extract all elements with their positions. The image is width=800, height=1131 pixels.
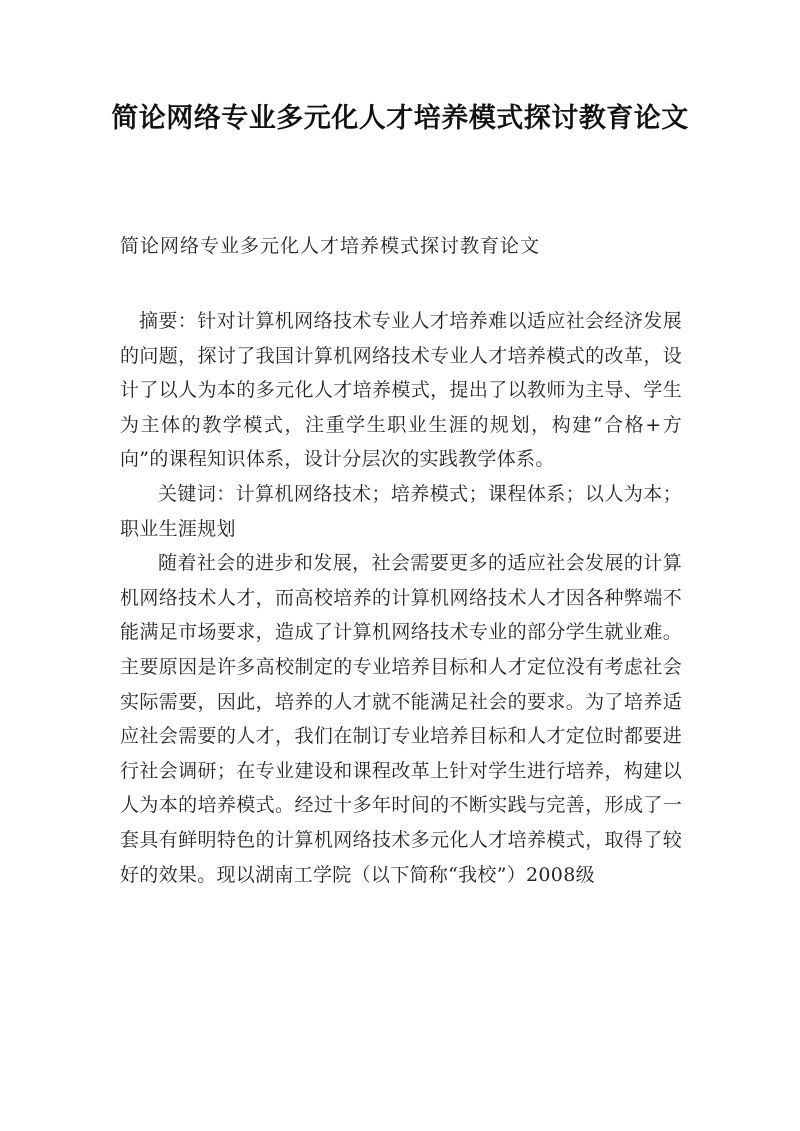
body-paragraph: 随着社会的进步和发展，社会需要更多的适应社会发展的计算机网络技术人才，而高校培养的计算机网络技术人才因各种弊端不能满足市场要求，造成了计算机网络技术专业的部分学生就业难。主要原因是许多高校制定的专业培养目标和人才定位没有考虑社会实际需要，因此，培养的人才就不能满足社会的要求。为了培养适应社会需要的人才，我们在制订专业培养目标和人才定位时都要进行社会调研；在专业建设和课程改革上针对学生进行培养，构建以人为本的培养模式。经过十多年时间的不断实践与完善，形成了一套具有鲜明特色的计算机网络技术多元化人才培养模式，取得了较好的效果。现以湖南工学院（以下简称“我校”）2008级: [120, 552, 682, 886]
keywords-paragraph: 关键词：计算机网络技术；培养模式；课程体系；以人为本；职业生涯规划: [120, 482, 682, 540]
document-subtitle: 简论网络专业多元化人才培养模式探讨教育论文: [120, 235, 541, 257]
document-body: [120, 304, 682, 892]
abstract-paragraph: 摘要：针对计算机网络技术专业人才培养难以适应社会经济发展的问题，探讨了我国计算机网络技术专业人才培养模式的改革，设计了以人为本的多元化人才培养模式，提出了以教师为主导、学生为主体的教学模式，注重学生职业生涯的规划，构建“合格+方向”的课程知识体系，设计分层次的实践教学体系。: [120, 310, 682, 471]
document-title: 简论网络专业多元化人才培养模式探讨教育论文: [111, 103, 689, 134]
